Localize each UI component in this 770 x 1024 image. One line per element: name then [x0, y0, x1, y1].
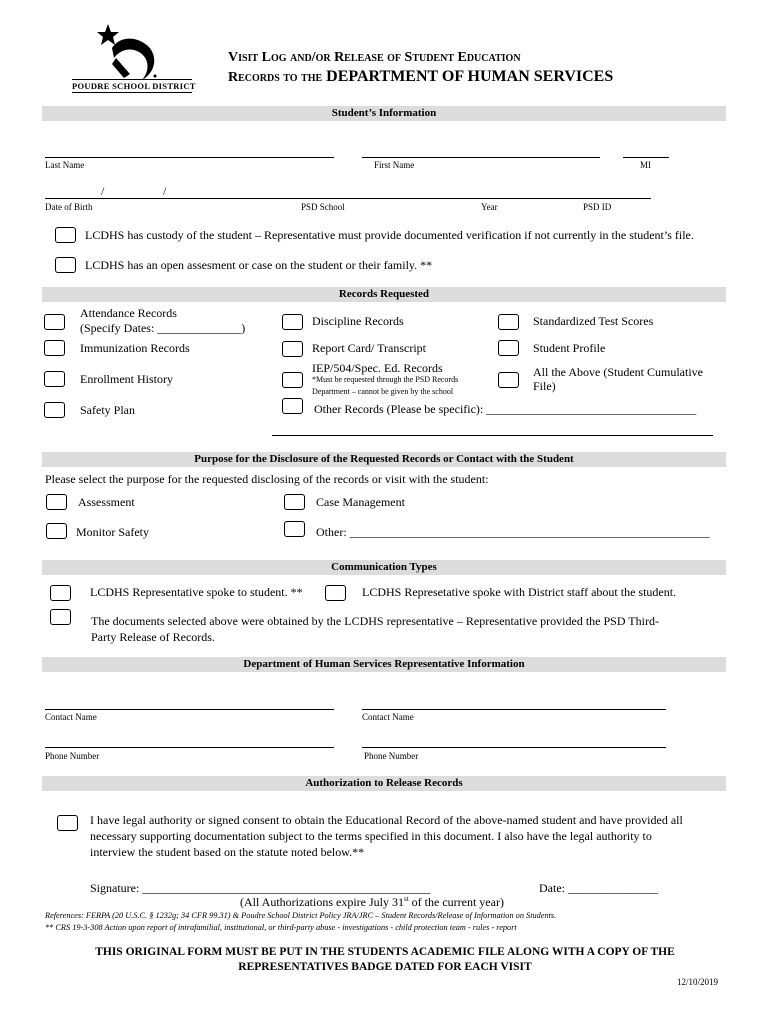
notice-line-2: REPRESENTATIVES BADGE DATED FOR EACH VISIT — [238, 961, 532, 973]
phone-field-1[interactable] — [45, 747, 334, 748]
dob-field[interactable] — [45, 198, 193, 199]
report-card-label: Report Card/ Transcript — [312, 341, 426, 355]
dhs-rep-heading: Department of Human Services Representative Information — [42, 657, 726, 672]
psd-id-field[interactable] — [550, 198, 651, 199]
authorization-text-3: interview the student based on the statute noted below.** — [90, 845, 365, 859]
first-name-label: First Name — [374, 160, 415, 170]
dob-label: Date of Birth — [45, 202, 93, 212]
enrollment-label: Enrollment History — [80, 372, 173, 386]
authorization-checkbox[interactable] — [57, 815, 78, 831]
form-title-line1: Visit Log and/or Release of Student Education — [228, 50, 521, 65]
mi-label: MI — [640, 160, 651, 170]
crs-text: ** CRS 19-3-308 Action upon report of intrafamilial, institutional, or third-party abuse - investigations - child protection team - rules - report — [45, 923, 517, 932]
student-profile-checkbox[interactable] — [498, 340, 519, 356]
communication-heading: Communication Types — [42, 560, 726, 575]
student-profile-label: Student Profile — [533, 341, 606, 355]
school-label: PSD School — [301, 202, 345, 212]
dob-slash-2: / — [163, 184, 167, 198]
contact-name-label-1: Contact Name — [45, 712, 97, 722]
iep-label: IEP/504/Spec. Ed. Records — [312, 361, 443, 375]
attendance-checkbox[interactable] — [44, 314, 65, 330]
case-management-label: Case Management — [316, 495, 405, 509]
purpose-intro: Please select the purpose for the requested disclosing of the records or visit with the student: — [45, 472, 489, 486]
iep-note-1: *Must be requested through the PSD Records — [312, 375, 459, 384]
year-label: Year — [481, 202, 498, 212]
spoke-staff-checkbox[interactable] — [325, 585, 346, 601]
expiry-sup: st — [403, 895, 409, 903]
purpose-other-checkbox[interactable] — [284, 521, 305, 537]
other-records-label: Other Records (Please be specific): ___________________________________ — [314, 402, 697, 416]
phone-field-2[interactable] — [362, 747, 666, 748]
contact-name-field-1[interactable] — [45, 709, 334, 710]
signature-field[interactable]: Signature: ________________________________________________ — [90, 881, 431, 895]
form-title-line2 — [228, 68, 613, 86]
phone-label-2: Phone Number — [364, 751, 419, 761]
documents-checkbox[interactable] — [50, 609, 71, 625]
authorization-expiry — [240, 895, 504, 910]
expiry-text-b: of the current year) — [408, 895, 504, 909]
spoke-staff-label: LCDHS Represetative spoke with District staff about the student. — [362, 585, 677, 599]
report-card-checkbox[interactable] — [282, 341, 303, 357]
assessment-checkbox[interactable] — [46, 494, 67, 510]
open-case-checkbox[interactable] — [55, 257, 76, 273]
documents-label-2: Party Release of Records. — [91, 630, 215, 644]
date-field[interactable]: Date: _______________ — [539, 881, 658, 895]
year-field[interactable] — [468, 198, 550, 199]
iep-checkbox[interactable] — [282, 372, 303, 388]
immunization-label: Immunization Records — [80, 341, 190, 355]
authorization-text-2: necessary supporting documentation subject to the terms specified in this document. I also have the legal authority to — [90, 829, 652, 843]
documents-label-1: The documents selected above were obtained by the LCDHS representative – Representative provided the PSD Third- — [91, 614, 659, 628]
custody-label: LCDHS has custody of the student – Representative must provide documented verification if not currently in the student’s file. — [85, 228, 694, 242]
phone-label-1: Phone Number — [45, 751, 100, 761]
notice-line-1: THIS ORIGINAL FORM MUST BE PUT IN THE STUDENTS ACADEMIC FILE ALONG WITH A COPY OF THE — [95, 946, 675, 958]
monitor-safety-checkbox[interactable] — [46, 523, 67, 539]
monitor-safety-label: Monitor Safety — [76, 525, 149, 539]
dob-slash-1: / — [101, 184, 105, 198]
standardized-label: Standardized Test Scores — [533, 314, 654, 328]
title-dhs: DEPARTMENT OF HUMAN SERVICES — [326, 68, 614, 85]
case-management-checkbox[interactable] — [284, 494, 305, 510]
last-name-label: Last Name — [45, 160, 85, 170]
contact-name-field-2[interactable] — [362, 709, 666, 710]
other-records-checkbox[interactable] — [282, 398, 303, 414]
authorization-heading: Authorization to Release Records — [42, 776, 726, 791]
immunization-checkbox[interactable] — [44, 340, 65, 356]
form-date: 12/10/2019 — [677, 977, 719, 987]
attendance-label: Attendance Records — [80, 306, 177, 320]
logo-text: POUDRE SCHOOL DISTRICT — [72, 81, 196, 91]
references-text: References: FERPA (20 U.S.C. § 1232g; 34 CFR 99.31) & Poudre School District Policy JRA/JRC – Student Records/Release of Information on Students. — [45, 911, 557, 920]
all-above-label: All the Above (Student Cumulative — [533, 365, 703, 379]
spoke-student-checkbox[interactable] — [50, 585, 71, 601]
authorization-text-1: I have legal authority or signed consent to obtain the Educational Record of the above-named student and have provided all — [90, 813, 683, 827]
mi-field[interactable] — [623, 157, 669, 158]
logo-underline — [72, 79, 192, 80]
all-above-file-label: File) — [533, 379, 556, 393]
last-name-field[interactable] — [45, 157, 334, 158]
student-info-heading: Student’s Information — [42, 106, 726, 121]
discipline-checkbox[interactable] — [282, 314, 303, 330]
custody-checkbox[interactable] — [55, 227, 76, 243]
expiry-text-a: (All Authorizations expire July 31 — [240, 895, 404, 909]
attendance-dates-label: (Specify Dates: ______________) — [80, 321, 246, 335]
psd-id-label: PSD ID — [583, 202, 612, 212]
discipline-label: Discipline Records — [312, 314, 404, 328]
enrollment-checkbox[interactable] — [44, 371, 65, 387]
open-case-label: LCDHS has an open assesment or case on the student or their family. ** — [85, 258, 433, 272]
assessment-label: Assessment — [78, 495, 135, 509]
spoke-student-label: LCDHS Representative spoke to student. ** — [90, 585, 303, 599]
contact-name-label-2: Contact Name — [362, 712, 414, 722]
standardized-checkbox[interactable] — [498, 314, 519, 330]
purpose-heading: Purpose for the Disclosure of the Requested Records or Contact with the Student — [42, 452, 726, 467]
safety-plan-label: Safety Plan — [80, 403, 135, 417]
logo-bottom-line — [72, 92, 192, 93]
first-name-field[interactable] — [362, 157, 600, 158]
purpose-other-label: Other: ____________________________________________________________ — [316, 525, 710, 539]
safety-plan-checkbox[interactable] — [44, 402, 65, 418]
other-records-line-2[interactable] — [272, 435, 713, 436]
all-above-checkbox[interactable] — [498, 372, 519, 388]
school-field[interactable] — [193, 198, 468, 199]
title-records-to: Records to the — [228, 70, 323, 85]
records-heading: Records Requested — [42, 287, 726, 302]
iep-note-2: Department – cannot be given by the school — [312, 387, 454, 396]
